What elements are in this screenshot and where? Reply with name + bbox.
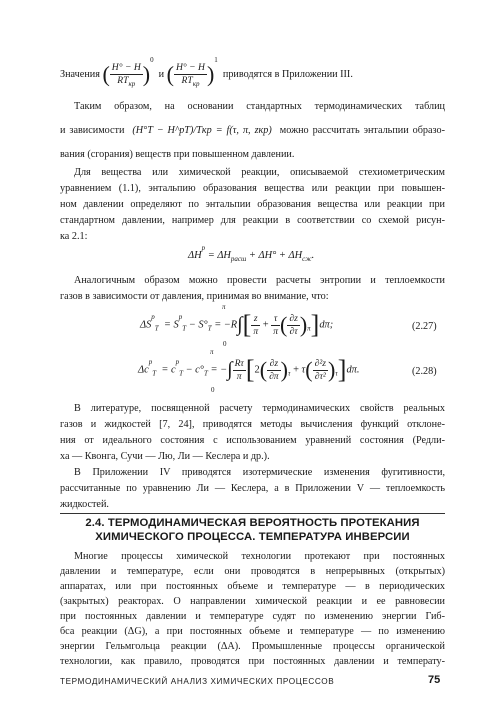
section-heading-line: ХИМИЧЕСКОГО ПРОЦЕССА. ТЕМПЕРАТУРА ИНВЕРСИИ <box>95 530 410 543</box>
equation-2-27: $\Delta S^p_T = S^p_T - S^\circ_T = -R\int$[ $\frac{z}{\pi}$ + $\frac{\tau}{\pi}$ ( $\frac{\partial z}{\partial\tau}$ )$_\pi]d\pi$; <box>140 310 334 339</box>
para-processes-line: при постоянных давлении и температуре судят по изменению энергии Гиб- <box>60 611 445 622</box>
page-number: 75 <box>428 674 441 686</box>
eq-dh-eq: = ΔH <box>205 250 231 261</box>
intro-exp-0: 0 <box>150 56 154 65</box>
equation-2-28: $\Delta c^p_T = c^p_T - c^\circ_T$ = −∫ $\frac{R\tau}{\pi}$ [2( $\frac{\partial z}{\partial\pi}$ )$_\tau + \tau$( $\frac{\text{∂²z}}{\text{∂τ²}}$ )$_\tau]d\pi$. <box>138 355 360 384</box>
eq-dh-lhs: ΔH <box>188 250 202 261</box>
intro-frac-den-2: RT <box>181 75 193 86</box>
para-reaction-line: стандартном давлении, например для реакции в соответствии со схемой рисун- <box>60 215 445 226</box>
eq-227-number: (2.27) <box>412 321 437 332</box>
eq-227-lhs: ΔS <box>140 319 152 331</box>
para-processes-line: Многие процессы химической технологии протекают при постоянных <box>74 551 445 562</box>
para-thus-line-3: вания (сгорания) веществ при повышенном давлении. <box>60 149 295 160</box>
para-appendix-line: жидкостей. <box>60 499 109 510</box>
para-processes-line: бса реакции (ΔG), а при постоянных объеме и температуре — по изменению <box>60 626 445 637</box>
eq-dh-end: . <box>311 250 315 261</box>
para-processes-line: энергии Гельмгольца реакции (ΔA). Промышленные процессы органической <box>60 641 445 652</box>
equation-delta-h <box>188 243 315 264</box>
para-literature-line: ния от идеального состояния с использованием уравнений состояния (Редли- <box>60 435 445 446</box>
heading-rule <box>60 513 445 514</box>
para-literature-line: ха — Квонга, Сучи — Лю, Ли — Кеслера и др.). <box>60 451 270 462</box>
intro-line: Значения ( $\frac{H^\circ - H}{RT_{кр}}$ )$^0$ и ( $\frac{H^\circ - H}{RT_{кр}}$ )$^1$ приводятся в Приложении III. <box>60 56 353 88</box>
running-title: ТЕРМОДИНАМИЧЕСКИЙ АНАЛИЗ ХИМИЧЕСКИХ ПРОЦЕССОВ <box>60 677 335 686</box>
para-thus-line-1: Таким образом, на основании стандартных термодинамических таблиц <box>74 101 445 112</box>
intro-frac-num-1: H° − H <box>111 62 141 73</box>
para-processes-line: (закрытых) реакторах. О направлении химической реакции и ее равновесии <box>60 596 445 607</box>
section-heading <box>60 517 445 544</box>
para-thus-line-2 <box>60 124 445 138</box>
para-reaction-line: уравнением (1.1), энтальпию образования вещества или реакции при повышен- <box>60 183 445 194</box>
para-literature-line: газов и жидкостей [7, 24], приводятся методы вычисления функций отклоне- <box>60 419 445 430</box>
para-appendix-line: В Приложении IV приводятся изотермические изменения фугитивности, <box>74 467 445 478</box>
para-processes-line: давлении и температуре, если они проводятся в непрерывных (открытых) <box>60 566 445 577</box>
para-reaction-line: ном давлении определяют по энтальпии образования вещества или реакции при <box>60 199 445 210</box>
intro-frac-den-sub-1: кр <box>128 79 136 88</box>
eq-228-number: (2.28) <box>412 366 437 377</box>
eq-dh-lhs-sup: p <box>201 243 206 252</box>
para-thus-suffix: можно рассчитать энтальпии образо- <box>279 125 445 136</box>
intro-and-word: и <box>158 68 165 80</box>
book-page: Значения ( $\frac{H^\circ - H}{RT_{кр}}$ )$^0$ и ( $\frac{H^\circ - H}{RT_{кр}}$ )$^1$ приводятся в Приложении III. Таким образом, на основании стандартных термодинамических таблиц и зависимости (H°T − H^pT)/Tкр = f(τ, π, zкр) можно рассчитать энтальпии образо- вания (сгорания) веществ при повышенном давлении. Для вещества или химической реакции, описываемой стехиометрическим уравнением (1.1), энтальпию образования вещества или реакции при повышен- ном давлении определяют по энтальпии образования вещества или реакции при стандартном давлении, например для реакции в соответствии со схемой рисун- ка 2.1: $\Delta H^p = \Delta H_{расш} + \Delta H^\circ + \Delta H_{сж}$. Аналогичным образом можно провести расчеты энтропии и теплоемкости газов в зависимости от давления, принимая во внимание, что: $\Delta S^p_T = S^p_T - S^\circ_T = -R\int$[ $\frac{z}{\pi}$ + $\frac{\tau}{\pi}$ ( $\frac{\partial z}{\partial\tau}$ )$_\pi]d\pi$; π 0 (2.27) $\Delta c^p_T = c^p_T - c^\circ_T$ = −∫ $\frac{R\tau}{\pi}$ [2( $\frac{\partial z}{\partial\pi}$ )$_\tau + \tau$( $\frac{\text{∂²z}}{\text{∂τ²}}$ )$_\tau]d\pi$. π 0 (2.28) В литературе, посвященной расчету термодинамических свойств реальных газов и жидкостей [7, 24], приводятся методы вычисления функций отклоне- ния от идеального состояния с использованием уравнений состояния (Редли- ха — Квонга, Сучи — Лю, Ли — Кеслера и др.). В Приложении IV приводятся изотермические изменения фугитивности, рассчитанные по уравнению Ли — Кеслера, а в Приложении V — теплоемкость жидкостей. 2.4. ТЕРМОДИНАМИЧЕСКАЯ ВЕРОЯТНОСТЬ ПРОТЕКАНИЯ ХИМИЧЕСКОГО ПРОЦЕССА. ТЕМПЕРАТУРА ИНВЕРСИИ Многие процессы химической технологии протекают при постоянных давлении и температуре, если они проводятся в непрерывных (открытых) аппаратах, или при постоянных объеме и температуре — в периодических (закрытых) реакторах. О направлении химической реакции и ее равновесии при постоянных давлении и температуре судят по изменению энергии Гиб- бса реакции (ΔG), а при постоянных объеме и температуре — по изменению энергии Гельмгольца реакции (ΔA). Промышленные процессы органической технологии, как правило, проводятся при постоянных давлении и температу- ТЕРМОДИНАМИЧЕСКИЙ АНАЛИЗ ХИМИЧЕСКИХ ПРОЦЕССОВ 75 <box>60 56 445 686</box>
para-entropy-line: Аналогичным образом можно провести расчеты энтропии и теплоемкости <box>74 275 445 286</box>
eq-228-lhs: Δc <box>138 364 149 376</box>
intro-suffix: приводятся в Приложении III. <box>222 68 353 80</box>
eq-dh-sub2: сж <box>302 255 312 264</box>
intro-exp-1: 1 <box>214 56 218 65</box>
para-entropy-line: газов в зависимости от давления, принимая во внимание, что: <box>60 291 329 302</box>
para-reaction-line: Для вещества или химической реакции, описываемой стехиометрическим <box>74 167 445 178</box>
intro-frac-den-sub-2: кр <box>192 79 200 88</box>
para-thus-prefix: и зависимости <box>60 125 125 136</box>
intro-frac-den-1: RT <box>117 75 129 86</box>
intro-frac-num-2: H° − H <box>176 62 205 73</box>
para-processes-line: технологии, как правило, проводятся при постоянных давлении и температу- <box>60 656 445 667</box>
para-reaction-line: ка 2.1: <box>60 231 88 242</box>
para-thus-formula: (H°T − H^pT)/Tкр = f(τ, π, zкр) <box>132 125 272 136</box>
para-processes-line: аппаратах, или при постоянных объеме и температуре — в периодических <box>60 581 445 592</box>
section-heading-line: 2.4. ТЕРМОДИНАМИЧЕСКАЯ ВЕРОЯТНОСТЬ ПРОТЕКАНИЯ <box>85 517 420 529</box>
eq-dh-mid: + ΔH° + ΔH <box>246 250 303 261</box>
para-appendix-line: рассчитанные по уравнению Ли — Кеслера, а в Приложении V — теплоемкость <box>60 483 445 494</box>
eq-dh-sub1: расш <box>230 255 247 264</box>
intro-prefix: Значения <box>60 68 100 80</box>
para-literature-line: В литературе, посвященной расчету термодинамических свойств реальных <box>74 403 445 414</box>
